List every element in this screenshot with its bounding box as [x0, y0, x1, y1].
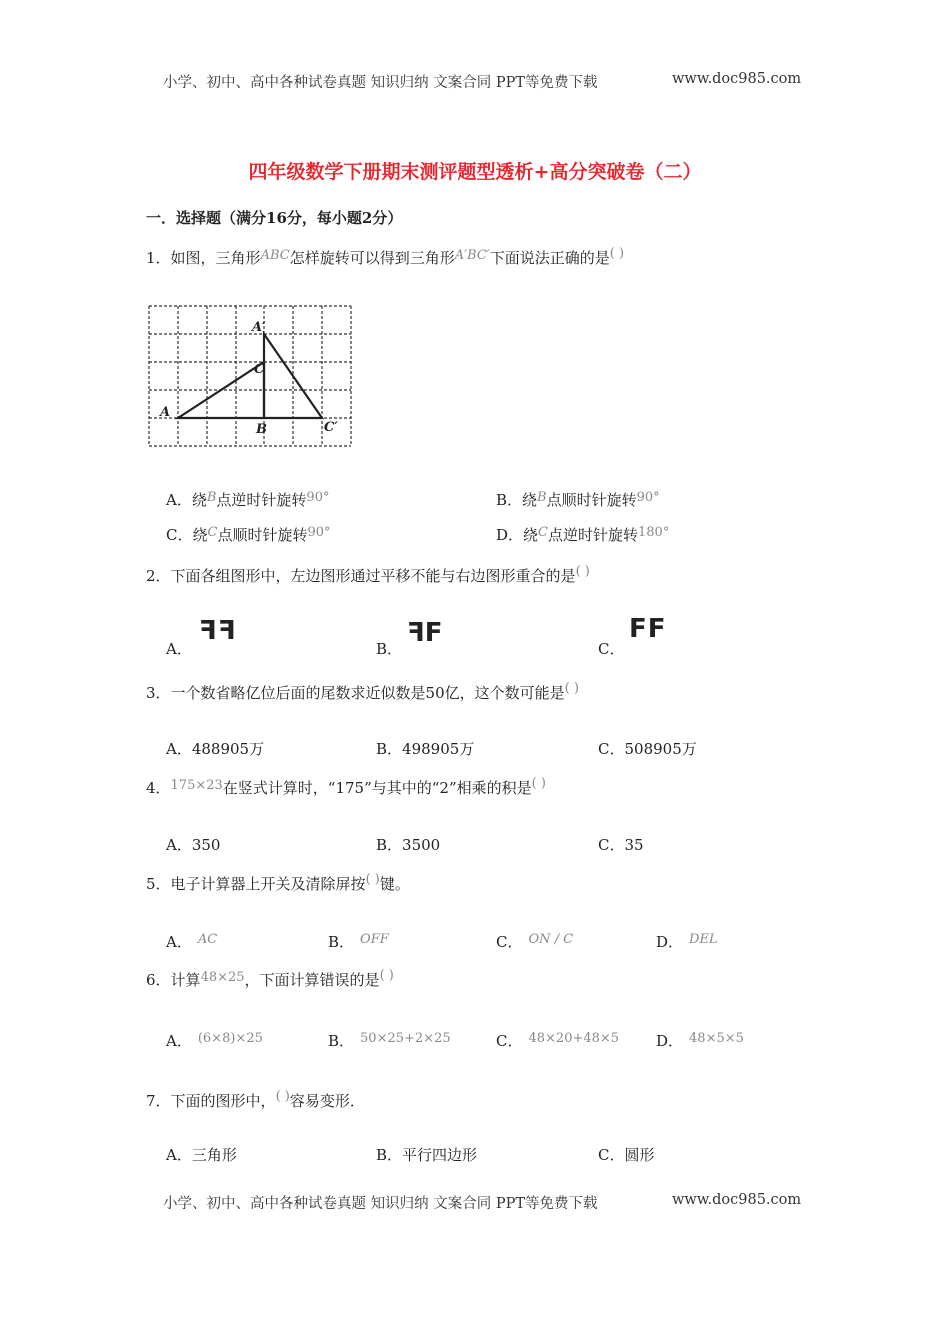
- question-3: [146, 682, 579, 703]
- grid-lines: [149, 306, 351, 446]
- q4-option-b[interactable]: B．3500: [376, 836, 441, 854]
- q1-answer-blank: ( ): [609, 246, 625, 261]
- q1-optA-deg: 90°: [306, 490, 330, 505]
- q7-option-b[interactable]: B．平行四边形: [376, 1146, 478, 1164]
- q3-option-c[interactable]: C．508905万: [598, 740, 697, 758]
- q7-text-2: 容易变形．: [289, 1092, 365, 1110]
- q4-number: 4．: [146, 779, 171, 797]
- label-a-prime: A′: [252, 320, 266, 335]
- q3-number: 3．: [146, 684, 171, 702]
- q2-option-a-figure: [198, 616, 236, 646]
- q2-option-b-figure: [406, 618, 444, 648]
- label-c: C: [254, 362, 265, 377]
- q1-optA-text: 点逆时针旋转: [216, 491, 307, 509]
- q2-a-glyph-right: F: [216, 616, 236, 646]
- q4-option-a[interactable]: A．350: [166, 836, 221, 854]
- q5-option-a[interactable]: [166, 931, 217, 952]
- q2-a-glyph-left: F: [198, 616, 217, 646]
- q1-optC-deg: 90°: [307, 525, 331, 540]
- q3-answer-blank: ( ): [564, 681, 579, 696]
- q1-optD-deg: 180°: [638, 525, 670, 540]
- q1-grid-figure: [146, 303, 356, 449]
- q1-optC-var: C: [207, 525, 218, 540]
- q5-number: 5．: [146, 875, 171, 893]
- q7-option-a[interactable]: A．三角形: [166, 1146, 237, 1164]
- q1-optD-var: C: [538, 525, 548, 540]
- q3-text: 一个数省略亿位后面的尾数求近似数是50亿，这个数可能是: [170, 684, 565, 702]
- q1-optB-text: 点顺时针旋转: [546, 491, 637, 509]
- q1-optA-var: B: [206, 490, 217, 505]
- q3-option-a[interactable]: A．488905万: [166, 740, 265, 758]
- q5-tail: 键。: [379, 875, 410, 893]
- q3-option-b[interactable]: B．498905万: [376, 740, 475, 758]
- q6-optC-value: 48×20+48×5: [528, 1031, 620, 1046]
- q6-option-c[interactable]: [496, 1030, 619, 1051]
- q4-math: 175×23: [170, 778, 223, 793]
- question-4: [146, 777, 546, 798]
- q4-option-c[interactable]: C．35: [598, 836, 644, 854]
- q5-option-b[interactable]: [328, 931, 389, 952]
- q2-option-c-figure: [629, 614, 667, 644]
- q6-optA-value: (6×8)×25: [197, 1031, 263, 1046]
- q1-optB-var: B: [537, 490, 547, 505]
- q6-optD-lead: D．: [656, 1032, 684, 1050]
- q1-text-3: 下面说法正确的是: [489, 249, 610, 267]
- q1-optB-deg: 90°: [636, 490, 660, 505]
- q6-optA-lead: A．: [166, 1032, 192, 1050]
- q6-optC-lead: C．: [496, 1032, 523, 1050]
- q5-optB-value: OFF: [360, 932, 389, 947]
- q4-answer-blank: ( ): [531, 776, 546, 791]
- q5-optC-value: ON / C: [528, 932, 574, 947]
- q7-answer-blank: ( ): [275, 1089, 290, 1104]
- q1-text-1: 如图，三角形: [170, 249, 261, 267]
- q2-text: 下面各组图形中，左边图形通过平移不能与右边图形重合的是: [170, 567, 576, 585]
- q5-optD-value: DEL: [689, 932, 718, 947]
- q6-optB-value: 50×25+2×25: [360, 1031, 451, 1046]
- q1-optB-lead: B．绕: [496, 491, 538, 509]
- q6-optD-value: 48×5×5: [689, 1031, 744, 1046]
- q2-b-glyph-right: F: [424, 618, 444, 648]
- q1-option-a[interactable]: [166, 489, 329, 510]
- question-6: [146, 969, 394, 990]
- q1-number: 1．: [146, 249, 171, 267]
- q7-option-c[interactable]: C．圆形: [598, 1146, 655, 1164]
- q2-option-c-label[interactable]: C．: [598, 640, 625, 658]
- label-b: B: [256, 422, 267, 437]
- q2-b-glyph-left: F: [406, 618, 425, 648]
- label-a: A: [160, 405, 171, 420]
- q5-option-d[interactable]: [656, 931, 718, 952]
- q5-optD-lead: D．: [656, 933, 684, 951]
- header-slogan: 小学、初中、高中各种试卷真题 知识归纳 文案合同 PPT等免费下载: [163, 75, 598, 91]
- section-heading: 一．选择题（满分16分，每小题2分）: [146, 209, 403, 227]
- question-5: [146, 873, 410, 894]
- q1-text-2: 怎样旋转可以得到三角形: [289, 249, 455, 267]
- question-7: [146, 1090, 365, 1111]
- q5-option-c[interactable]: [496, 931, 573, 952]
- footer-slogan: 小学、初中、高中各种试卷真题 知识归纳 文案合同 PPT等免费下载: [163, 1196, 598, 1212]
- q6-option-d[interactable]: [656, 1030, 744, 1051]
- label-c-prime: C′: [324, 420, 338, 435]
- q6-number: 6．: [146, 971, 171, 989]
- q2-c-glyph-left: F: [629, 614, 648, 644]
- header-site-link[interactable]: www.doc985.com: [672, 71, 802, 87]
- q1-option-b[interactable]: [496, 489, 660, 510]
- q1-option-c[interactable]: [166, 524, 331, 545]
- q1-optC-text: 点顺时针旋转: [217, 526, 308, 544]
- q6-option-a[interactable]: [166, 1030, 263, 1051]
- q4-text: 在竖式计算时，“175”与其中的“2”相乘的积是: [222, 779, 532, 797]
- q5-optB-lead: B．: [328, 933, 355, 951]
- q6-optB-lead: B．: [328, 1032, 355, 1050]
- q6-text-2: ，下面计算错误的是: [244, 971, 380, 989]
- question-1: [146, 247, 624, 268]
- q1-optD-lead: D．绕: [496, 526, 539, 544]
- q7-number: 7．: [146, 1092, 171, 1110]
- q6-option-b[interactable]: [328, 1030, 451, 1051]
- q6-math: 48×25: [200, 970, 245, 985]
- q6-text-1: 计算: [170, 971, 201, 989]
- q1-optA-lead: A．绕: [166, 491, 207, 509]
- q1-math-abc-prime: A′BC′: [454, 248, 490, 263]
- q5-optC-lead: C．: [496, 933, 523, 951]
- question-2: [146, 565, 590, 586]
- page-title: 四年级数学下册期末测评题型透析+高分突破卷（二）: [248, 161, 702, 183]
- q6-answer-blank: ( ): [379, 968, 394, 983]
- q1-option-d[interactable]: [496, 524, 669, 545]
- q2-option-a-label[interactable]: A．: [166, 640, 192, 658]
- q2-number: 2．: [146, 567, 171, 585]
- q1-math-abc: ABC: [260, 248, 290, 263]
- q2-option-b-label[interactable]: B．: [376, 640, 403, 658]
- q1-optD-text: 点逆时针旋转: [547, 526, 638, 544]
- q5-answer-blank: ( ): [365, 872, 380, 887]
- q7-text-1: 下面的图形中，: [170, 1092, 276, 1110]
- footer-site-link[interactable]: www.doc985.com: [672, 1192, 802, 1208]
- q5-text: 电子计算器上开关及清除屏按: [170, 875, 366, 893]
- q5-optA-lead: A．: [166, 933, 192, 951]
- q2-answer-blank: ( ): [575, 564, 590, 579]
- q2-c-glyph-right: F: [647, 614, 667, 644]
- q5-optA-value: AC: [197, 932, 218, 947]
- q1-optC-lead: C．绕: [166, 526, 208, 544]
